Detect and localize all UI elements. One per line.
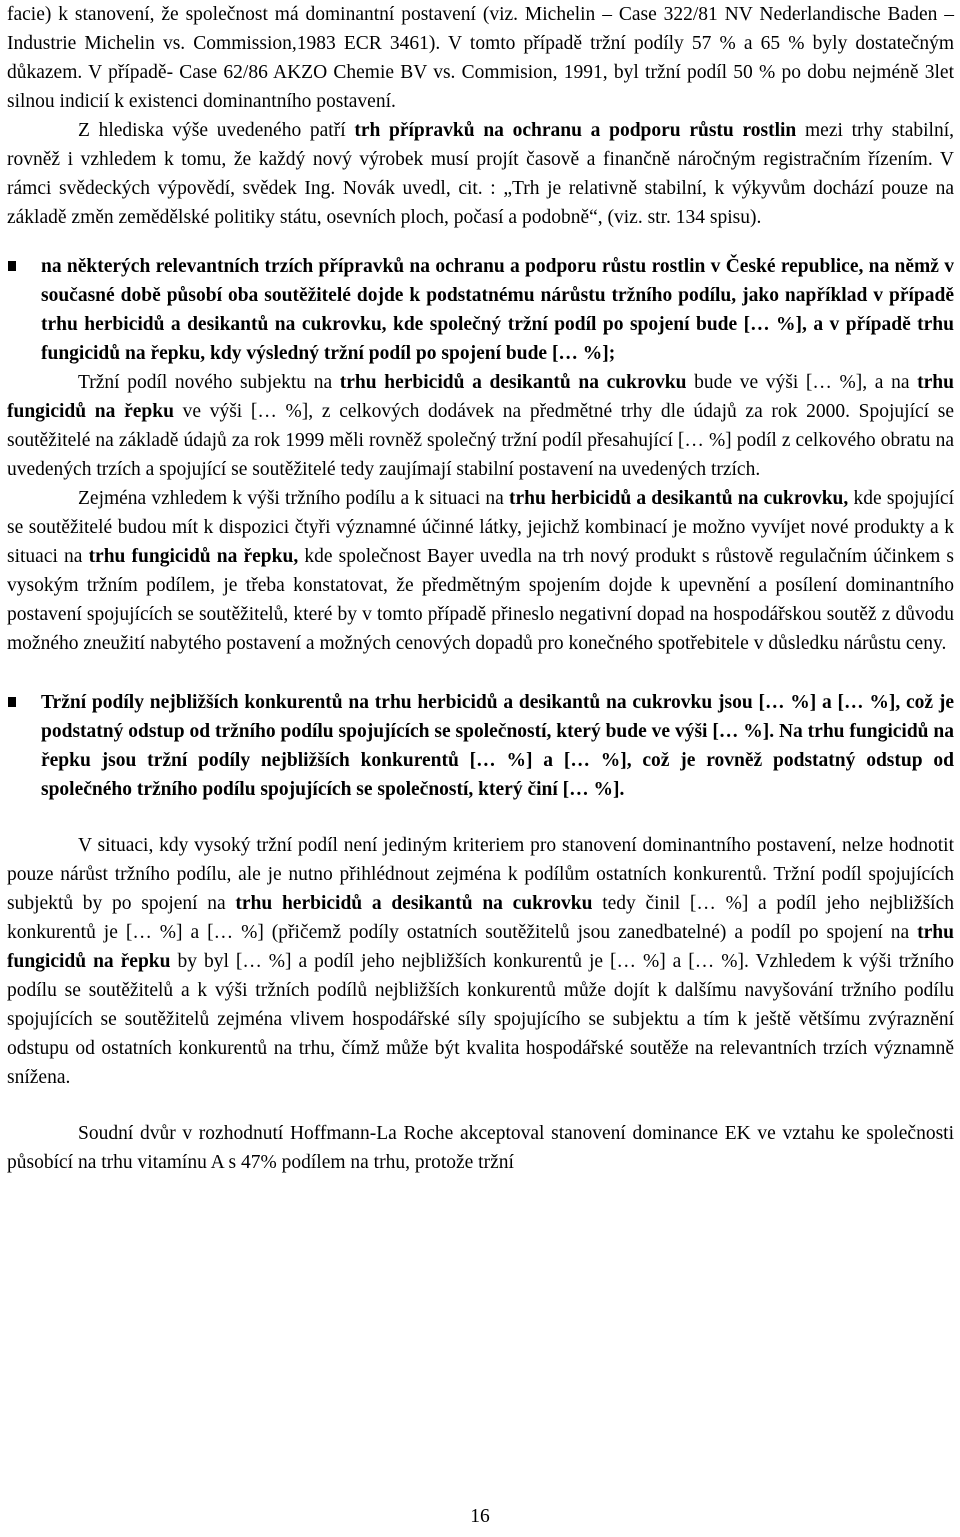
square-bullet-icon	[8, 697, 16, 707]
bold-market-term: trhu fungicidů na řepku	[7, 922, 954, 972]
bold-market-term: trhu herbicidů a desikantů na cukrovku,	[508, 488, 849, 509]
text-span: ve výši [… %], z celkových dodávek na předmětné trhy dle údajů za rok 2000. Spojující se soutěžitelé na základě údajů za rok 1999 měli rovněž společný tržní podíl přesahující [… %] podíl z celkového obratu na uvedených trzích a spojující se soutěžitelé tedy zaujímají stabilní postavení na uvedených trzích.	[7, 401, 954, 480]
text-span: kde spojující se soutěžitelé budou mít k dispozici čtyři významné účinné látky, jejichž kombinací je možno vyvíjet nové produkty a k situaci na	[7, 488, 954, 567]
bullet-item-market-growth	[7, 252, 954, 368]
paragraph-market-stability	[7, 116, 954, 232]
text-span: tedy činil [… %] a podíl jeho nejbližších konkurentů je [… %] a [… %] (přičemž podíly ostatních soutěžitelů jsou zanedbatelné) a podíl po spojení na	[7, 893, 954, 943]
paragraph-new-subject-share	[7, 368, 954, 484]
text-span: V situaci, kdy vysoký tržní podíl není jediným kriteriem pro stanovení dominantního postavení, nelze hodnotit pouze nárůst tržního podílu, ale je nutno přihlédnout zejména k podílům ostatních konkurentů. Tržní podíl spojujících subjektů by po spojení na	[7, 835, 954, 914]
bold-market-term: trh přípravků na ochranu a podporu růstu rostlin	[354, 120, 797, 141]
text-span: by byl [… %] a podíl jeho nejbližších konkurentů je [… %] a [… %]. Vzhledem k výši tržního podílu se soutěžitelů a k výši tržních podílů nejbližších konkurentů může dojít k dalšímu navyšování tržního podílu spojujících se soutěžitelů zejména vlivem hospodářské síly spojujícího se subjektu a tím k ještě většímu zvýraznění odstupu od ostatních konkurentů na trhu, čímž může být kvalita hospodářské soutěže na relevantních trzích významně snížena.	[7, 951, 954, 1088]
bullet-item-competitor-shares	[7, 688, 954, 804]
bold-market-term: trhu fungicidů na řepku	[7, 372, 954, 422]
bold-market-term: trhu herbicidů a desikantů na cukrovku	[235, 893, 593, 914]
paragraph-michelin: facie) k stanovení, že společnost má dominantní postavení (viz. Michelin – Case 322/81 NV Nederlandische Baden – Industrie Michelin vs. Commission,1983 ECR 3461). V tomto případě tržní podíly 57 % a 65 % byly dostatečným důkazem. V případě- Case 62/86 AKZO Chemie BV vs. Commision, 1991, byl tržní podíl 50 % po dobu nejméně 3let silnou indicií k existenci dominantního postavení.	[7, 4, 954, 112]
text-span: kde společnost Bayer uvedla na trh nový produkt s růstově regulačním účinkem s vysokým tržním podílem, je třeba konstatovat, že předmětným spojením dojde k upevnění a posílení dominantního postavení spojujících se soutěžitelů, které by v tomto případě přineslo negativní dopad na hospodářskou soutěž z důvodu možného zneužití nabytého postavení a možných cenových dopadů pro konečného spotřebitele v důsledku nárůstu ceny.	[7, 546, 954, 654]
text-span: bude ve výši [… %], a na	[686, 372, 918, 393]
page-number: 16	[470, 1506, 490, 1527]
text-span: mezi trhy stabilní, rovněž i vzhledem k tomu, že každý nový výrobek musí projít časově a finančně náročným registračním řízením. V rámci svědeckých výpovědí, svědek Ing. Novák uvedl, cit. : „Trh je relativně stabilní, k výkyvům dochází pouze na základě změn zemědělské politiky státu, osevních ploch, počasí a podobně“, (viz. str. 134 spisu).	[7, 120, 954, 228]
bold-market-term: trhu herbicidů a desikantů na cukrovku	[339, 372, 687, 393]
bold-market-term: trhu fungicidů na řepku,	[88, 546, 299, 567]
text-span: Zejména vzhledem k výši tržního podílu a k situaci na	[78, 488, 509, 509]
text-span: Z hlediska výše uvedeného patří	[78, 120, 355, 141]
square-bullet-icon	[8, 261, 16, 271]
text-span: Tržní podíl nového subjektu na	[78, 372, 340, 393]
bullet-text: na některých relevantních trzích přípravků na ochranu a podporu růstu rostlin v České republice, na němž v současné době působí oba soutěžitelé dojde k podstatnému nárůstu tržního podílu, jako například v případě trhu herbicidů a desikantů na cukrovku, kde společný tržní podíl po spojení bude [… %], a v případě trhu fungicidů na řepku, kdy výsledný tržní podíl po spojení bude [… %];	[41, 256, 954, 364]
bullet-text: Tržní podíly nejbližších konkurentů na trhu herbicidů a desikantů na cukrovku jsou [… %] a [… %], což je podstatný odstup od tržního podílu spojujících se společností, který bude ve výši [… %]. Na trhu fungicidů na řepku jsou tržní podíly nejbližších konkurentů [… %] a [… %], což je rovněž podstatný odstup od společného tržního podílu spojujících se společností, který činí [… %].	[41, 692, 954, 800]
paragraph-competitor-analysis	[7, 831, 954, 1092]
paragraph-dominance-strengthening	[7, 484, 954, 658]
paragraph-hoffmann-la-roche: Soudní dvůr v rozhodnutí Hoffmann-La Roche akceptoval stanovení dominance EK ve vztahu ke společnosti působící na trhu vitamínu A s 47% podílem na trhu, protože tržní	[7, 1123, 954, 1173]
